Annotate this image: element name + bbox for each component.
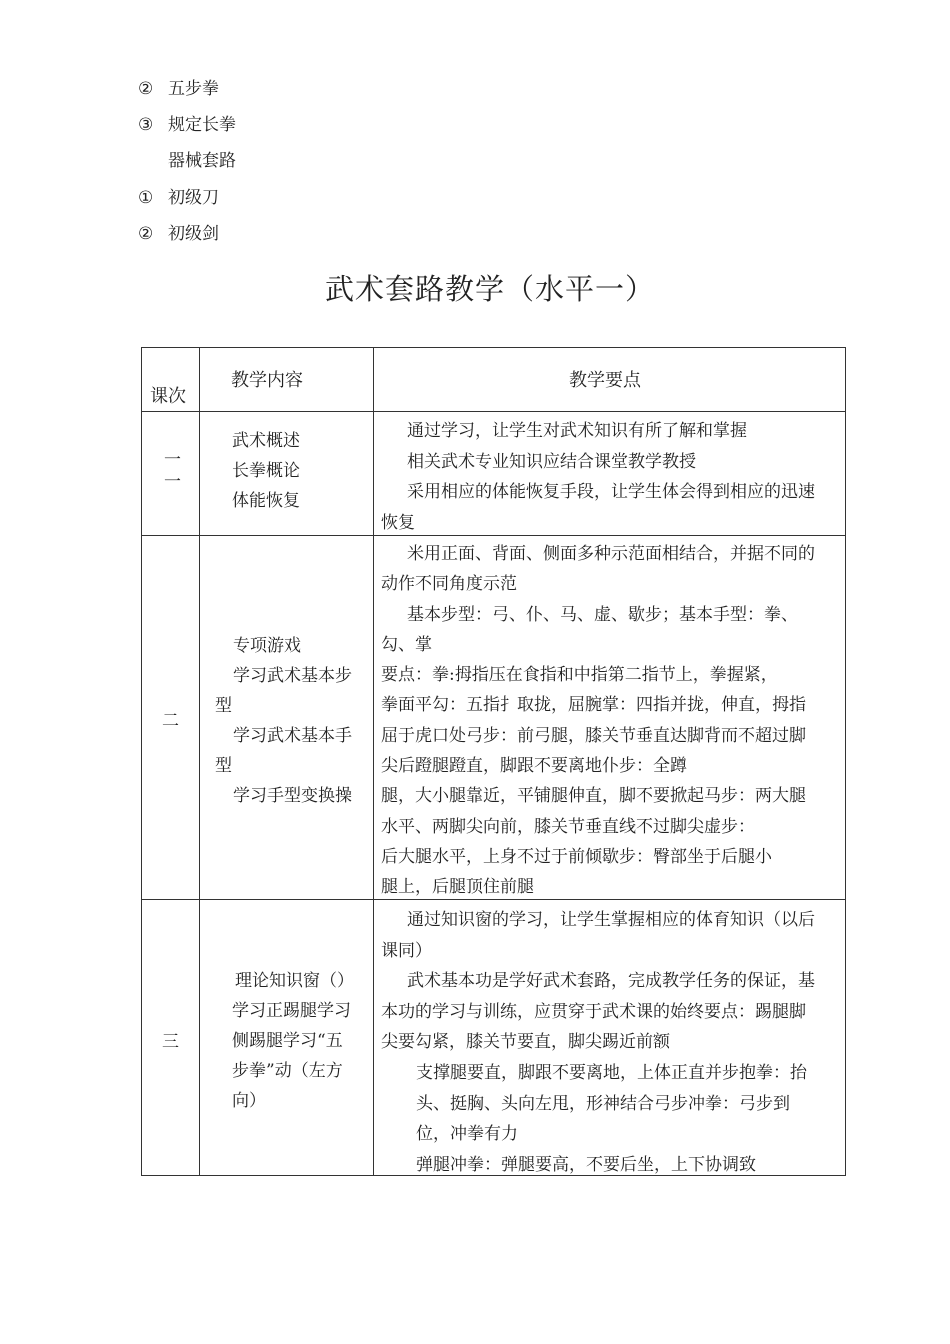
points-line: 采用相应的体能恢复手段，让学生体会得到相应的迅速: [407, 482, 815, 502]
list-text: 初级刀: [168, 188, 219, 208]
content-cell: [232, 966, 354, 1116]
list-text: 初级剑: [168, 224, 219, 244]
column-divider: [199, 348, 200, 1175]
column-divider: [373, 348, 374, 1175]
intro-list-item: [138, 79, 219, 99]
content-line: 学习正踢腿学习: [232, 1001, 351, 1021]
points-line: 尖要勾紧，膝关节要直，脚尖踢近前额: [381, 1032, 670, 1053]
points-line: 后大腿水平，上身不过于前倾歇步：臀部坐于后腿小: [381, 846, 772, 867]
content-line: 学习武术基本步: [233, 666, 352, 686]
content-line: 体能恢复: [232, 491, 300, 511]
content-line: 专项游戏: [233, 636, 301, 656]
lesson-number: 二: [162, 711, 179, 731]
list-marker: ②: [138, 79, 154, 99]
points-line: 通过学习，让学生对武术知识有所了解和掌握: [407, 421, 747, 441]
points-line: 要点：拳:拇指压在食指和中指第二指节上，拳握紧，: [381, 665, 778, 686]
points-cell: [381, 905, 815, 1180]
points-line: 恢复: [381, 512, 415, 533]
content-cell: [232, 426, 300, 516]
lesson-number: 三: [162, 1032, 179, 1052]
document-title: 武术套路教学（水平一）: [324, 272, 655, 306]
points-line: 通过知识窗的学习，让学生掌握相应的体育知识（以后: [407, 910, 815, 930]
intro-list-item: [138, 115, 236, 135]
points-line: 尖后蹬腿蹬直，脚跟不要离地仆步：全蹲: [381, 756, 687, 777]
content-line: 向）: [232, 1091, 266, 1111]
points-line: 相关武术专业知识应结合课堂教学教授: [407, 451, 696, 472]
content-line: 侧踢腿学习“五: [232, 1031, 343, 1051]
points-line: 课同）: [381, 940, 432, 961]
points-line: 米用正面、背面、侧面多种示范面相结合，并据不同的: [407, 544, 815, 564]
points-line: 位，冲拳有力: [416, 1124, 518, 1145]
points-line: 勾、掌: [381, 634, 432, 655]
content-line: 长拳概论: [232, 461, 300, 481]
list-marker: ②: [138, 224, 154, 244]
points-line: 拳面平勾：五指扌取拢，屈腕掌：四指并拢，伸直，拇指: [381, 695, 806, 716]
list-marker: ①: [138, 188, 154, 208]
list-text: 规定长拳: [168, 115, 236, 135]
header-lesson: 课次: [150, 386, 186, 407]
content-line: 型: [215, 696, 232, 716]
content-line: 步拳”动（左方: [232, 1061, 343, 1081]
header-points: 教学要点: [569, 370, 641, 391]
points-line: 本功的学习与训练，应贯穿于武术课的始终要点：踢腿脚: [381, 1001, 806, 1022]
lesson-number-text: 一: [164, 472, 181, 492]
content-line: 型: [215, 756, 232, 776]
points-line: 支撑腿要直，脚跟不要离地，上体正直并步抱拳：抬: [416, 1062, 807, 1083]
content-line: 武术概述: [232, 431, 300, 451]
lesson-number: [164, 449, 181, 493]
list-text: 五步拳: [168, 79, 219, 99]
list-text: 器械套路: [168, 151, 236, 171]
content-line: 学习手型变换操: [233, 786, 352, 806]
row-divider: [142, 411, 845, 412]
intro-list-item: [138, 188, 219, 208]
lesson-table: [141, 347, 846, 1176]
points-line: 屈于虎口处弓步：前弓腿，膝关节垂直达脚背而不超过脚: [381, 725, 806, 746]
lesson-number-text: 一: [164, 450, 181, 470]
header-content: 教学内容: [231, 370, 303, 391]
points-line: 水平、两脚尖向前，膝关节垂直线不过脚尖虚步：: [381, 816, 755, 837]
intro-list-item: [138, 151, 236, 171]
points-line: 弹腿冲拳：弹腿要高，不要后坐，上下协调致: [416, 1154, 756, 1175]
points-line: 基本步型：弓、仆、马、虚、歇步；基本手型：拳、: [407, 604, 798, 625]
points-line: 头、挺胸、头向左甩，形神结合弓步冲拳：弓步到: [416, 1093, 790, 1114]
content-line: 学习武术基本手: [233, 726, 352, 746]
points-line: 腿上，后腿顶住前腿: [381, 877, 534, 898]
points-cell: [381, 416, 815, 538]
points-line: 动作不同角度示范: [381, 574, 517, 595]
content-cell: [215, 631, 352, 811]
points-line: 武术基本功是学好武术套路，完成教学任务的保证，基: [407, 971, 815, 992]
points-cell: [381, 539, 815, 903]
content-line: 理论知识窗（）: [235, 971, 354, 991]
intro-list-item: [138, 224, 219, 244]
list-marker: ③: [138, 115, 154, 135]
points-line: 腿，大小腿靠近，平铺腿伸直，脚不要掀起马步：两大腿: [381, 786, 806, 807]
